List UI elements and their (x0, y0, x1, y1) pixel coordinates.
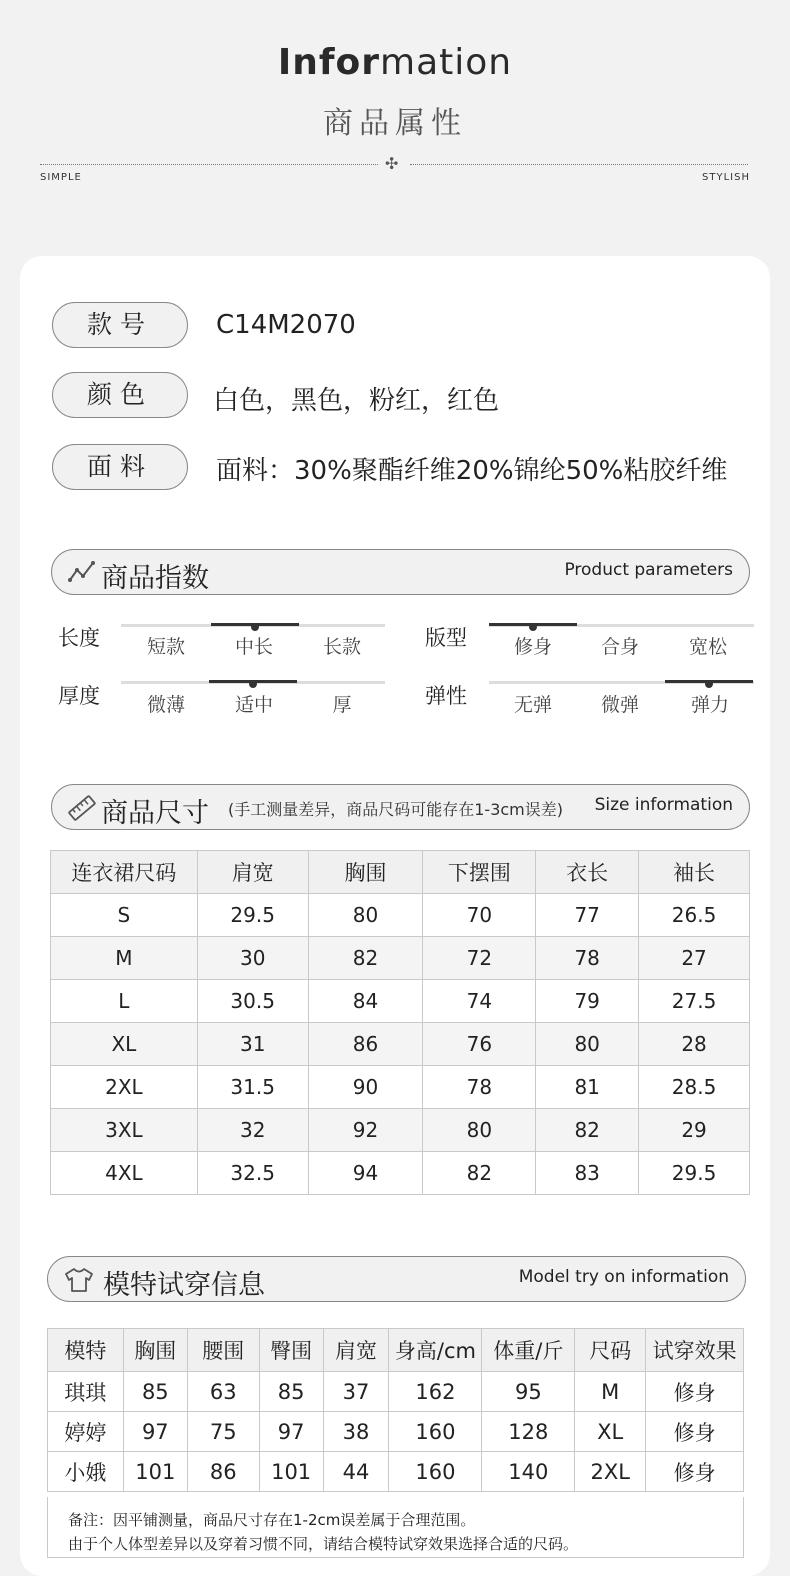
table-cell: 80 (308, 894, 423, 937)
param-label-thickness: 厚度 (58, 684, 100, 708)
table-row (51, 894, 750, 937)
param-option: 微弹 (600, 694, 639, 716)
divider-left (40, 164, 378, 165)
cross-ornament-icon: ✣ (385, 154, 399, 173)
table-cell: 162 (389, 1372, 482, 1412)
table-cell: L (51, 980, 198, 1023)
note-line: 由于个人体型差异以及穿着习惯不同，请结合模特试穿效果选择合适的尺码。 (68, 1535, 579, 1553)
table-cell: 75 (187, 1412, 259, 1452)
note-line: 备注：因平铺测量，商品尺寸存在1-2cm误差属于合理范围。 (68, 1511, 476, 1529)
table-cell: 27.5 (639, 980, 750, 1023)
model-section-bar (47, 1256, 746, 1302)
attr-label-color: 颜色 (52, 372, 188, 418)
table-cell: 琪琪 (48, 1372, 124, 1412)
divider-right (410, 164, 748, 165)
table-cell: 80 (423, 1109, 536, 1152)
size-header-cell: 衣长 (536, 851, 639, 894)
table-cell: 修身 (646, 1412, 744, 1452)
table-cell: 修身 (646, 1452, 744, 1492)
table-cell: XL (575, 1412, 646, 1452)
table-row (48, 1372, 744, 1412)
header-title-cn: 商品属性 (323, 106, 467, 141)
param-option: 厚 (332, 694, 352, 716)
table-cell: 29.5 (197, 894, 308, 937)
trend-line-icon (68, 560, 96, 584)
param-option: 短款 (146, 636, 185, 658)
model-header-cell: 肩宽 (323, 1329, 389, 1372)
table-cell: 44 (323, 1452, 389, 1492)
table-cell: 27 (639, 937, 750, 980)
model-header-cell: 身高/cm (389, 1329, 482, 1372)
table-cell: 4XL (51, 1152, 198, 1195)
model-header-cell: 试穿效果 (646, 1329, 744, 1372)
param-option: 修身 (513, 636, 552, 658)
model-header-cell: 尺码 (575, 1329, 646, 1372)
model-header-cell: 胸围 (123, 1329, 187, 1372)
table-cell: 85 (259, 1372, 323, 1412)
attr-label-style-no: 款号 (52, 302, 188, 348)
param-marker-length (251, 623, 259, 631)
table-cell: 86 (187, 1452, 259, 1492)
param-option: 微薄 (146, 694, 185, 716)
table-cell: 82 (536, 1109, 639, 1152)
table-cell: 31 (197, 1023, 308, 1066)
table-cell: 32.5 (197, 1152, 308, 1195)
param-option: 中长 (234, 636, 273, 658)
size-table (50, 850, 750, 1195)
table-cell: 30.5 (197, 980, 308, 1023)
table-cell: 128 (482, 1412, 575, 1452)
param-option: 长款 (322, 636, 361, 658)
tag-simple: SIMPLE (40, 172, 82, 183)
table-cell: 97 (123, 1412, 187, 1452)
ruler-icon (68, 795, 96, 821)
params-section-en: Product parameters (564, 560, 733, 580)
table-cell: 160 (389, 1452, 482, 1492)
table-cell: M (51, 937, 198, 980)
size-section-title: 商品尺寸 (101, 798, 209, 829)
notes-box (47, 1497, 744, 1558)
table-cell: 95 (482, 1372, 575, 1412)
table-cell: 30 (197, 937, 308, 980)
table-cell: 28 (639, 1023, 750, 1066)
header-title-light: mation (380, 42, 513, 83)
model-header-cell: 腰围 (187, 1329, 259, 1372)
size-section-bar (51, 784, 750, 830)
table-cell: 2XL (51, 1066, 198, 1109)
table-cell: 86 (308, 1023, 423, 1066)
table-cell: 38 (323, 1412, 389, 1452)
model-header-cell: 体重/斤 (482, 1329, 575, 1372)
table-row (51, 980, 750, 1023)
size-table-header (51, 851, 750, 894)
table-cell: 82 (423, 1152, 536, 1195)
table-cell: 74 (423, 980, 536, 1023)
table-row (51, 1066, 750, 1109)
size-header-cell: 下摆围 (423, 851, 536, 894)
table-cell: 31.5 (197, 1066, 308, 1109)
model-header-cell: 模特 (48, 1329, 124, 1372)
table-cell: 94 (308, 1152, 423, 1195)
table-row (51, 937, 750, 980)
table-cell: 修身 (646, 1372, 744, 1412)
attr-value-fabric: 面料：30%聚酯纤维20%锦纶50%粘胶纤维 (216, 456, 728, 486)
size-header-cell: 袖长 (639, 851, 750, 894)
size-header-cell: 连衣裙尺码 (51, 851, 198, 894)
table-cell: 70 (423, 894, 536, 937)
param-marker-fit (529, 623, 537, 631)
params-section-title: 商品指数 (101, 563, 209, 594)
table-cell: M (575, 1372, 646, 1412)
table-cell: 84 (308, 980, 423, 1023)
table-cell: 26.5 (639, 894, 750, 937)
param-label-length: 长度 (58, 626, 100, 650)
table-cell: 85 (123, 1372, 187, 1412)
attr-label-fabric: 面料 (52, 444, 188, 490)
table-cell: 92 (308, 1109, 423, 1152)
table-cell: 77 (536, 894, 639, 937)
table-cell: 3XL (51, 1109, 198, 1152)
header-title-bold: Infor (277, 42, 381, 83)
table-cell: 101 (123, 1452, 187, 1492)
table-row (48, 1452, 744, 1492)
table-row (51, 1023, 750, 1066)
table-row (51, 1152, 750, 1195)
param-label-elasticity: 弹性 (425, 684, 467, 708)
attr-value-style-no: C14M2070 (216, 310, 356, 340)
param-option: 无弹 (513, 694, 552, 716)
table-cell: 140 (482, 1452, 575, 1492)
model-section-en: Model try on information (518, 1267, 729, 1287)
table-cell: 79 (536, 980, 639, 1023)
model-table-header (48, 1329, 744, 1372)
size-header-cell: 肩宽 (197, 851, 308, 894)
table-cell: 28.5 (639, 1066, 750, 1109)
table-cell: 80 (536, 1023, 639, 1066)
param-marker-elasticity (705, 680, 713, 688)
table-cell: 76 (423, 1023, 536, 1066)
table-cell: 78 (423, 1066, 536, 1109)
params-section-bar (51, 549, 750, 595)
size-header-cell: 胸围 (308, 851, 423, 894)
model-section-title: 模特试穿信息 (103, 1270, 265, 1301)
tag-stylish: STYLISH (702, 172, 750, 183)
param-option: 合身 (600, 636, 639, 658)
model-table (47, 1328, 744, 1492)
attr-value-color: 白色，黑色，粉红，红色 (213, 386, 500, 416)
table-cell: XL (51, 1023, 198, 1066)
table-cell: 82 (308, 937, 423, 980)
param-label-fit: 版型 (425, 626, 467, 650)
param-option: 宽松 (688, 636, 727, 658)
table-cell: 29.5 (639, 1152, 750, 1195)
param-option: 适中 (234, 694, 273, 716)
table-cell: 32 (197, 1109, 308, 1152)
table-cell: 81 (536, 1066, 639, 1109)
table-cell: 婷婷 (48, 1412, 124, 1452)
table-cell: 37 (323, 1372, 389, 1412)
table-cell: 2XL (575, 1452, 646, 1492)
table-cell: 63 (187, 1372, 259, 1412)
shirt-icon (64, 1267, 94, 1293)
table-cell: 29 (639, 1109, 750, 1152)
size-section-note: (手工测量差异，商品尺码可能存在1-3cm误差) (228, 800, 564, 819)
param-option: 弹力 (690, 694, 729, 716)
table-cell: 83 (536, 1152, 639, 1195)
table-row (48, 1412, 744, 1452)
model-header-cell: 臀围 (259, 1329, 323, 1372)
table-cell: 78 (536, 937, 639, 980)
table-cell: 101 (259, 1452, 323, 1492)
table-cell: S (51, 894, 198, 937)
header-title-en (0, 42, 790, 83)
table-cell: 72 (423, 937, 536, 980)
table-row (51, 1109, 750, 1152)
table-cell: 90 (308, 1066, 423, 1109)
size-section-en: Size information (594, 795, 733, 815)
table-cell: 160 (389, 1412, 482, 1452)
table-cell: 小娥 (48, 1452, 124, 1492)
param-marker-thickness (249, 680, 257, 688)
table-cell: 97 (259, 1412, 323, 1452)
